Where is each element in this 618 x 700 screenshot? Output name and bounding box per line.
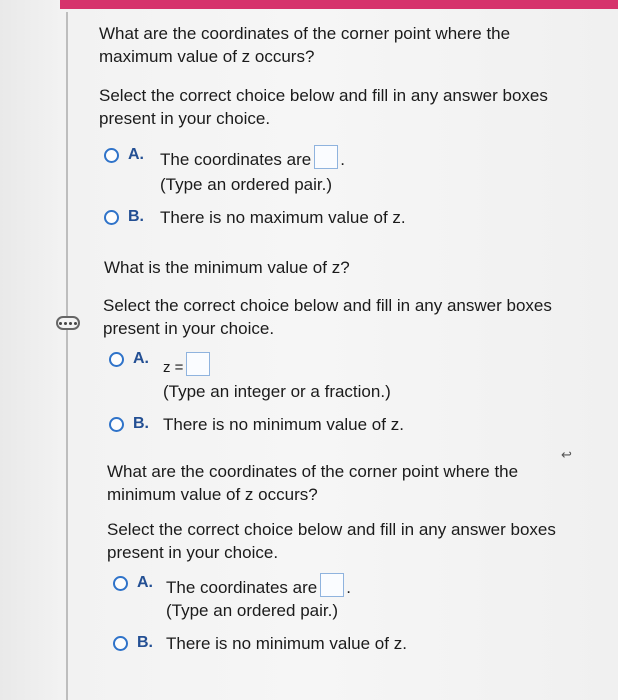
- q3-option-a-period: .: [346, 578, 351, 597]
- q1-instruction-line1: Select the correct choice below and fill in any answer boxes: [99, 86, 548, 105]
- q3-option-a-radio[interactable]: [113, 576, 128, 591]
- q1-option-a-radio[interactable]: [104, 148, 119, 163]
- q1-option-a-letter: A.: [128, 146, 144, 163]
- q1-option-a-text: The coordinates are: [160, 150, 312, 169]
- q2-prompt: What is the minimum value of z?: [104, 258, 350, 277]
- q1-option-b-text: There is no maximum value of z.: [160, 208, 406, 227]
- q3-instruction-line2: present in your choice.: [107, 543, 279, 562]
- q1-prompt-line1: What are the coordinates of the corner point where the: [99, 24, 511, 43]
- q1-option-a-period: .: [340, 150, 345, 169]
- cursor-icon: ↩: [561, 447, 572, 462]
- q3-answer-box[interactable]: [320, 573, 344, 597]
- q3-option-a-label: [166, 573, 351, 599]
- q3-option-a-letter: A.: [137, 574, 153, 591]
- q2-option-b-radio[interactable]: [109, 417, 124, 432]
- q3-option-b-radio[interactable]: [113, 636, 128, 651]
- q2-option-a-hint: (Type an integer or a fraction.): [163, 382, 391, 401]
- q2-option-b-letter: B.: [133, 415, 149, 432]
- q3-option-a-hint: (Type an ordered pair.): [166, 601, 338, 620]
- q2-answer-box[interactable]: [186, 352, 210, 376]
- q1-instruction-line2: present in your choice.: [99, 109, 271, 128]
- q1-option-a-label: [160, 145, 345, 171]
- q2-option-a-radio[interactable]: [109, 352, 124, 367]
- q2-option-a-label: [163, 352, 210, 379]
- q1-prompt-line2: maximum value of z occurs?: [99, 47, 315, 66]
- q3-instruction-line1: Select the correct choice below and fill in any answer boxes: [107, 520, 556, 539]
- q1-option-a-hint: (Type an ordered pair.): [160, 175, 332, 194]
- q2-option-a-letter: A.: [133, 350, 149, 367]
- q3-option-a-text: The coordinates are: [166, 578, 318, 597]
- q1-answer-box[interactable]: [314, 145, 338, 169]
- q2-option-b-text: There is no minimum value of z.: [163, 415, 404, 434]
- q3-option-b-letter: B.: [137, 634, 153, 651]
- q3-option-b-text: There is no minimum value of z.: [166, 634, 407, 653]
- q2-instruction-line2: present in your choice.: [103, 319, 275, 338]
- q3-prompt-line1: What are the coordinates of the corner point where the: [107, 462, 519, 481]
- q2-option-a-text: z =: [163, 359, 184, 376]
- q3-prompt-line2: minimum value of z occurs?: [107, 485, 318, 504]
- q2-instruction-line1: Select the correct choice below and fill in any answer boxes: [103, 296, 552, 315]
- q1-option-b-radio[interactable]: [104, 210, 119, 225]
- q1-option-b-letter: B.: [128, 208, 144, 225]
